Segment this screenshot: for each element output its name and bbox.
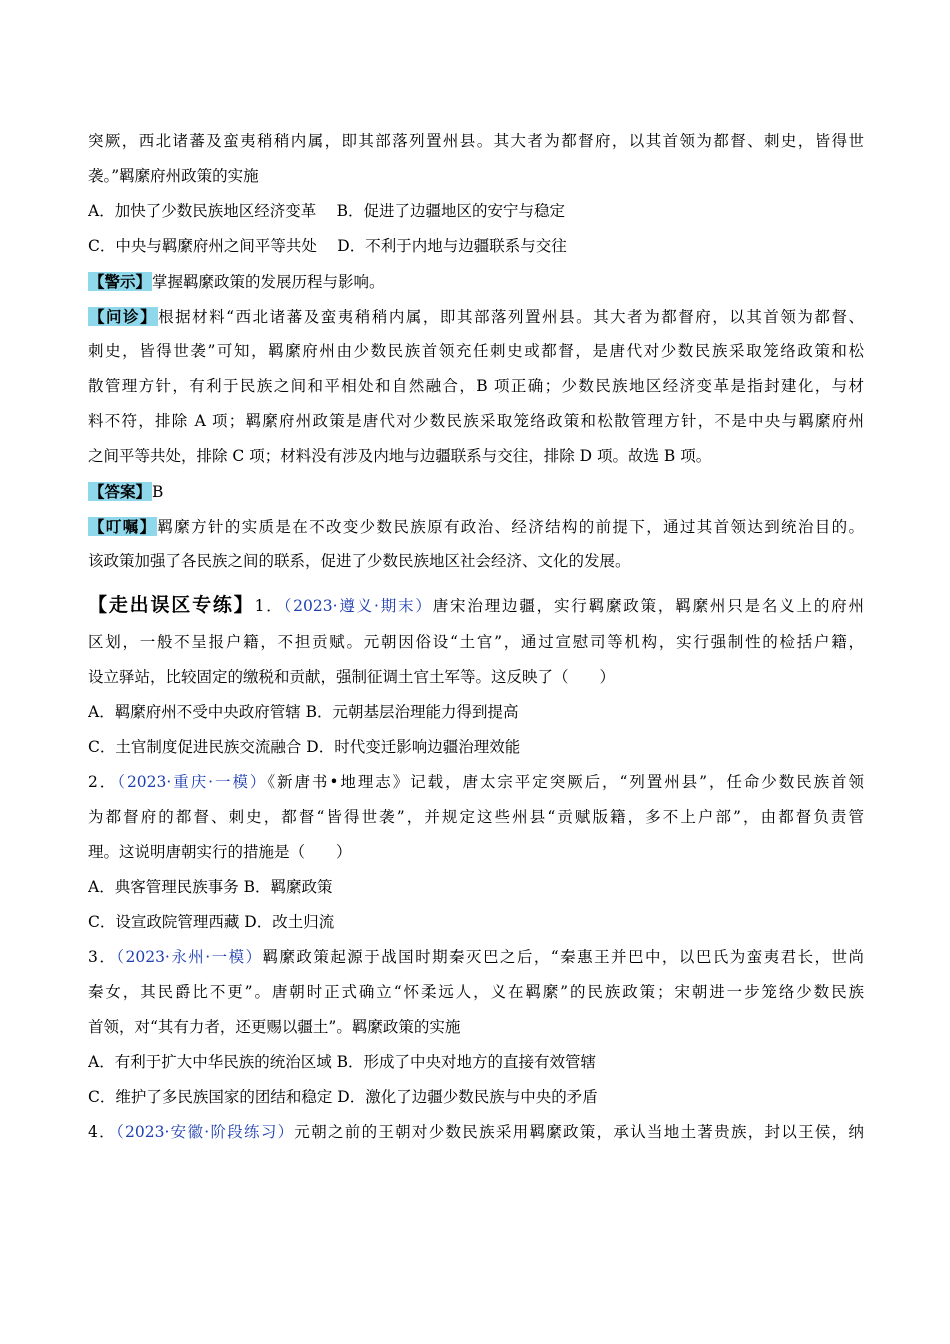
reminder-line: 该政策加强了各民族之间的联系，促进了少数民族地区社会经济、文化的发展。 — [88, 552, 631, 570]
document-page — [88, 124, 864, 1150]
diagnosis-line: 料不符，排除 A 项；羁縻府州政策是唐代对少数民族采取笼络政策和松散管理方针，不是中央与羁縻府州 — [88, 412, 864, 430]
reminder-text: 羁縻方针的实质是在不改变少数民族原有政治、经济结构的前提下，通过其首领达到统治目的。 — [157, 518, 864, 536]
question-number: 1． — [254, 597, 284, 615]
option-line: C．维护了多民族国家的团结和稳定 D．激化了边疆少数民族与中央的矛盾 — [88, 1088, 598, 1106]
question-text-line: 突厥，西北诸蕃及蛮夷稍稍内属，即其部落列置州县。其大者为都督府，以其首领为都督、刺史，皆得世 — [88, 132, 864, 150]
practice-q3-first-line — [88, 940, 864, 975]
question-source: （2023·遵义·期末） — [283, 597, 433, 615]
option-line: C．土官制度促进民族交流融合 D．时代变迁影响边疆治理效能 — [88, 738, 521, 756]
reminder-tag: 【叮嘱】 — [89, 517, 157, 536]
option-line: A．加快了少数民族地区经济变革 B．促进了边疆地区的安宁与稳定 — [88, 202, 566, 220]
option-line: A．有利于扩大中华民族的统治区域 B．形成了中央对地方的直接有效管辖 — [88, 1053, 597, 1071]
answer-value: B — [152, 483, 164, 501]
question-source: （2023·安徽·阶段练习） — [115, 1123, 295, 1141]
diagnosis-line: 之间平等共处，排除 C 项；材料没有涉及内地与边疆联系与交往，排除 D 项。故选 B 项。 — [88, 447, 712, 465]
practice-heading: 【走出误区专练】 — [88, 594, 255, 616]
option-line: C．设宣政院管理西藏 D．改土归流 — [88, 913, 335, 931]
answer-line — [88, 474, 864, 509]
diagnosis-tag: 【问诊】 — [89, 307, 158, 326]
question-text-line: 秦女，其民爵比不更”。唐朝时正式确立“怀柔远人，义在羁縻”的民族政策；宋朝进一步笼络少数民族 — [88, 983, 864, 1001]
question-text-line: 首领，对“其有力者，还更赐以疆土”。羁縻政策的实施 — [88, 1018, 461, 1036]
warning-text: 掌握羁縻政策的发展历程与影响。 — [152, 273, 385, 291]
practice-q1-first-line — [88, 585, 864, 625]
question-text-line: 袭。”羁縻府州政策的实施 — [88, 167, 259, 185]
question-source: （2023·重庆·一模） — [117, 773, 268, 791]
diagnosis-line: 刺史，皆得世袭”可知，羁縻府州由少数民族首领充任刺史或都督，是唐代对少数民族采取笼络政策和松 — [88, 342, 864, 360]
option-line: A．羁縻府州不受中央政府管辖 B．元朝基层治理能力得到提高 — [88, 703, 519, 721]
warning-tag: 【警示】 — [89, 272, 152, 291]
warning-line — [88, 264, 864, 299]
reminder-line — [88, 509, 864, 544]
diagnosis-line — [88, 299, 864, 334]
practice-q4-first-line — [88, 1115, 864, 1150]
option-line: C．中央与羁縻府州之间平等共处 D．不利于内地与边疆联系与交往 — [88, 237, 567, 255]
question-text-line: 设立驿站，比较固定的缴税和贡献，强制征调土官土军等。这反映了（ ） — [88, 668, 616, 686]
question-text: 元朝之前的王朝对少数民族采用羁縻政策，承认当地土著贵族，封以王侯，纳 — [294, 1123, 864, 1141]
diagnosis-text: 根据材料“西北诸蕃及蛮夷稍稍内属，即其部落列置州县。其大者为都督府，以其首领为都督、 — [158, 308, 864, 326]
question-text-line: 理。这说明唐朝实行的措施是（ ） — [88, 843, 352, 861]
question-text: 羁縻政策起源于战国时期秦灭巴之后，“秦惠王并巴中，以巴氏为蛮夷君长，世尚 — [262, 948, 864, 966]
diagnosis-line: 散管理方针，有利于民族之间和平相处和自然融合，B 项正确；少数民族地区经济变革是指封建化，与材 — [88, 377, 864, 395]
question-number: 4． — [88, 1123, 116, 1141]
question-number: 2． — [88, 773, 118, 791]
option-line: A．典客管理民族事务 B．羁縻政策 — [88, 878, 333, 896]
question-number: 3． — [88, 948, 117, 966]
practice-q2-first-line — [88, 765, 864, 800]
question-text: 唐宋治理边疆，实行羁縻政策，羁縻州只是名义上的府州 — [432, 597, 864, 615]
question-text: 《新唐书•地理志》记载，唐太宗平定突厥后，“列置州县”，任命少数民族首领 — [267, 773, 864, 791]
question-text-line: 区划，一般不呈报户籍，不担贡赋。元朝因俗设“土官”，通过宣慰司等机构，实行强制性的检括户籍， — [88, 633, 864, 651]
question-source: （2023·永州·一模） — [116, 948, 263, 966]
question-text-line: 为都督府的都督、刺史，都督“皆得世袭”，并规定这些州县“贡赋版籍，多不上户部”，由都督负责管 — [88, 808, 864, 826]
answer-tag: 【答案】 — [89, 482, 152, 501]
